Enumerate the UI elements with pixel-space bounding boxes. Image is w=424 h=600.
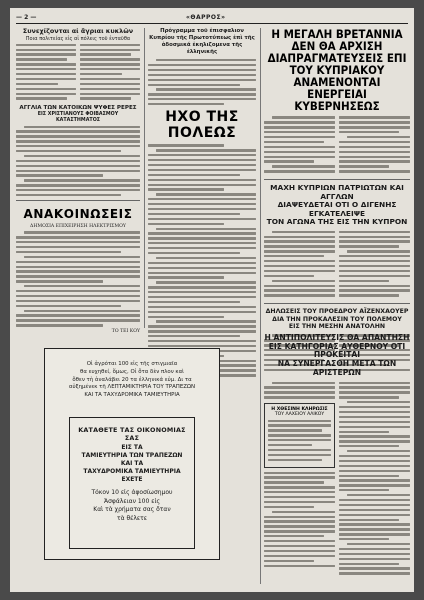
page-header [16,12,408,24]
main-headline-line-2: ΔΙΑΠΡΑΓΜΑΤΕΥΣΕΙΣ ΕΠΙ ΤΟΥ ΚΥΠΡΙΑΚΟΥ [267,51,407,78]
newspaper-page [10,8,414,592]
ad-top-line-2: θα ευχηθεί, ὅμως, Οἱ ὅτα δὲν πλον καὶ [80,368,184,375]
ad-inner-line-7: Ἀσφάλειαν 100 εἰς [103,497,160,505]
ad-top-line-4: αὐξημένεκ τῆ ΛΕΠΤΑΜΙΚΤΗΡΙΑ ΤΟΥ ΤΡΑΠΕΖΩΝ [68,384,196,391]
ad-inner-line-4: ΤΑΧΥΔΡΟΜΙΚΑ ΤΑΜΙΕΥΤΗΡΙΑ [83,468,181,476]
article-2-body [16,126,140,197]
column-right [260,28,410,348]
right-lower-section [260,334,410,584]
column-middle [144,28,256,328]
lottery-sub: ΤΟΥ ΛΑΧΕΙΟΥ ΑΛΙΚΟΥ [274,411,325,417]
opposition-headline-line-1: Η ΑΝΤΙΠΟΛΙΤΕΥΣΙΣ ΘΑ ΑΠΑΝΤΗΣΗ [264,333,410,342]
third-headline-line-2: ΔΙΑ ΤΗΝ ΠΡΟΚΑΛΕΣΙΝ ΤΟΥ ΠΟΛΕΜΟΥ [272,315,402,323]
city-echo-title: ΗΧΟ ΤΗΣ ΠΟΛΕΩΣ [165,109,239,142]
announcements-title: ΑΝΑΚΟΙΝΩΣΕΙΣ [23,207,133,222]
ad-top-line-5: ΚΑΙ ΤΑ ΤΑΧΥΔΡΟΜΙΚΑ ΤΑΜΙΕΥΤΗΡΙΑ [84,392,180,399]
main-headline-line-1: Η ΜΕΓΑΛΗ ΒΡΕΤΑΝΝΙΑ ΔΕΝ ΘΑ ΑΡΧΙΣΗ [271,27,403,54]
headline-1-sub: Ποια πολιτείας εἰς αἱ πόλεις τοῦ ἐνταῦθα [25,35,131,42]
main-headline-line-3: ΑΝΑΜΕΝΟΝΤΑΙ ΕΝΕΡΓΕΙΑΙ ΚΥΒΕΡΝΗΣΕΩΣ [293,75,381,114]
column-left [16,27,140,335]
ad-inner-line-3: ΚΑΙ ΤΑ [120,460,144,468]
ad-inner-line-6: Τόκον 10 εἰς ἀφοσίωσημου [91,489,173,497]
ad-inner-title: ΚΑΤΑΘΕΤΕ ΤΑΣ ΟΙΚΟΝΟΜΙΑΣ ΣΑΣ [78,426,186,442]
headline-2: ΑΓΓΛΙΑ ΤΩΝ ΚΑΤΟΙΚΩΝ ΨΥΦΕΣ ΡΕΡΕΣ [19,105,137,112]
announcements-sub: ΔΗΜΟΣΙΑ ΕΠΙΧΕΙΡΗΣΗ ΗΛΕΚΤΡΙΣΜΟΥ [30,224,126,230]
opposition-headline-line-3: ΝΑ ΣΥΝΕΡΓΑΣΘΗ ΜΕΤΑ ΤΩΝ ΑΡΙΣΤΕΡΩΝ [277,359,397,377]
ad-top-line-3: ὅθεν τὴ ἀναλάβει 20 τα ἑλληνικά εὐμ. Δι τα [72,376,192,383]
lottery-title: Η ΧΘΕΣΙΝΗ ΚΛΗΡΩΣΙΣ [271,406,328,412]
second-article-body [264,231,410,299]
middle-article-body [148,59,256,105]
ad-inner-line-8: Καὶ τὰ χρήματα σας ὅταν [93,506,171,514]
announcements-body [16,231,140,326]
ad-inner-line-1: ΕΙΣ ΤΑ [121,444,143,451]
ad-top-text [51,361,213,400]
newspaper-name: «ΘΑΡΡΟΣ» [186,14,226,21]
opposition-headline-line-2: ΕΙΣ ΚΑΤΗΓΟΡΙΑΣ ΑΥΘΕΡΝΟΥ ΟΤΙ ΠΡΟΚΕΙΤΑΙ [268,341,406,360]
lottery-box [264,403,335,468]
page-number: — 2 — [16,14,37,21]
savings-advertisement [44,348,220,560]
headline-1: Συνεχίζονται αἱ ἄγριαι κυκλῶν [22,27,134,35]
middle-headline: Πρόγραμμα τοῦ ἐπισφαλιον Κυπρίου τῆς Πρωτοτύπεως ἐπὶ τῆς ἀδοσμικά ἐκηλιζομενα τῆς ἐλληνικῆς [149,28,255,56]
ad-inner-line-9: τὰ θέλετε [116,514,148,522]
third-headline-line-1: ΔΗΛΩΣΕΙΣ ΤΟΥ ΠΡΟΕΔΡΟΥ ΑΪΖΕΝΧΑΟΥΕΡ [265,308,409,316]
article-1-body [16,44,140,103]
second-headline-line-2: ΔΙΑΨΕΥΔΕΤΑΙ ΟΤΙ Ο ΔΙΓΕΝΗΣ ΕΓΚΑΤΕΛΕΙΨΕ [277,200,397,218]
city-echo-body [148,144,256,376]
ad-inner-box [69,417,195,549]
ad-inner-line-2: ΤΑΜΙΕΥΤΗΡΙΑ ΤΩΝ ΤΡΑΠΕΖΩΝ [81,452,183,460]
ad-inner-line-5: ΕΧΕΤΕ [121,476,143,484]
ad-top-line-1: Οἱ ἀγρόται 100 εἰς τῆς στιγμιαῖα [86,361,178,367]
second-headline-line-1: ΜΑΧΗ ΚΥΠΡΙΩΝ ΠΑΤΡΙΩΤΩΝ ΚΑΙ ΑΓΓΛΩΝ [270,183,404,201]
main-article-body [264,116,410,175]
opposition-article-body [264,382,410,578]
third-headline-line-3: ΕΙΣ ΤΗΝ ΜΕΣΗΝ ΑΝΑΤΟΛΗΝ [288,323,386,331]
headline-2-sub: ΕΙΣ ΧΡΙΣΤΙΑΝΟΥΣ ΦΟΙΒΑΣΜΟΥ ΚΑΤΑΣΤΗΜΑΤΟΣ [37,112,119,123]
announcements-sign: ΤΟ ΤΕΙ ΚΟΥ [111,329,140,335]
second-headline-line-3: ΤΟΝ ΑΓΩΝΑ ΤΗΣ ΕΙΣ ΤΗΝ ΚΥΠΡΟΝ [266,217,408,227]
